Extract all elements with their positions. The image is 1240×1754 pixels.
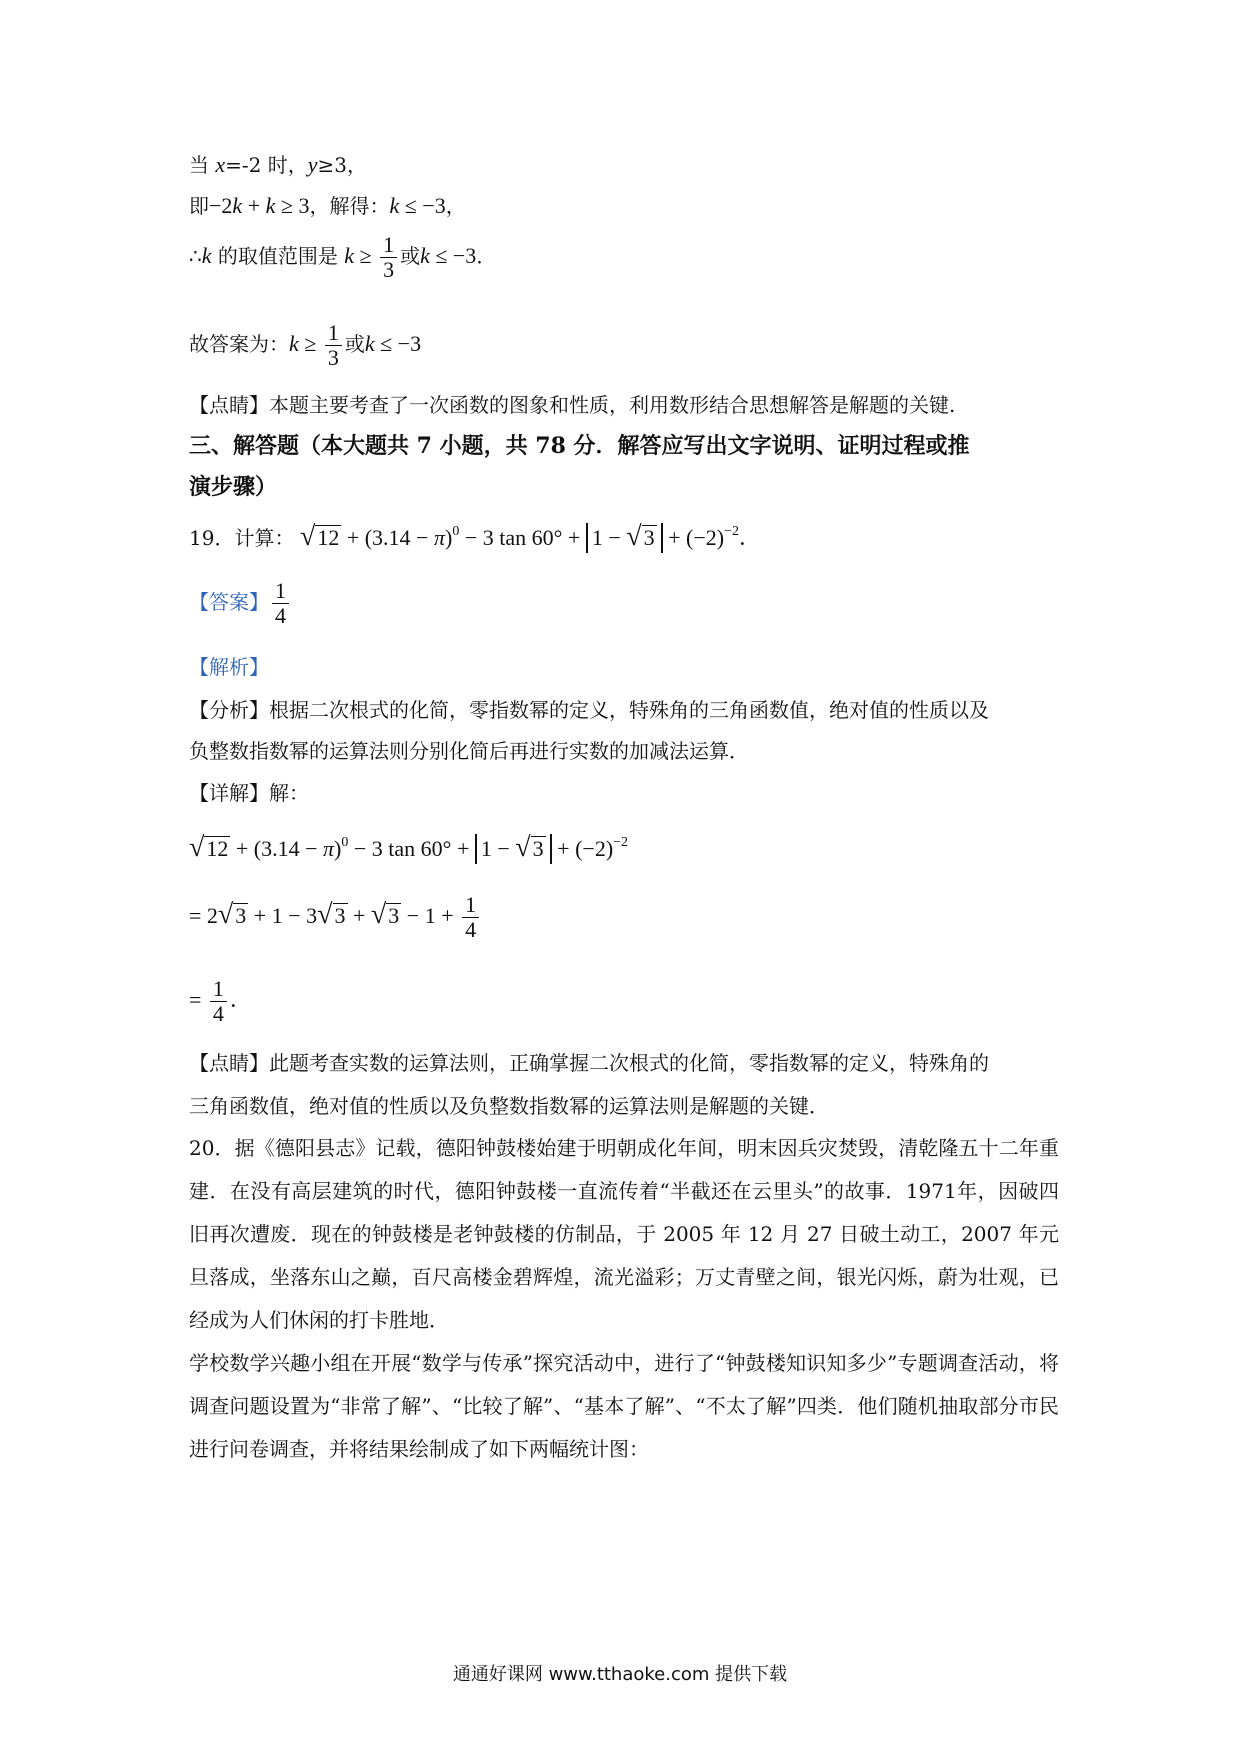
q20-paragraph-1: 20．据《德阳县志》记载，德阳钟鼓楼始建于明朝成化年间，明末因兵灾焚毁，清乾隆五十二年重建．在没有高层建筑的时代，德阳钟鼓楼一直流传着“半截还在云里头”的故事．1971年，因破四旧再次遭废．现在的钟鼓楼是老钟鼓楼的仿制品，于 2005 年 12 月 27 日破土动工，2007 年元旦落成，坐落东山之巅，百尺高楼金碧辉煌，流光溢彩；万丈青壁之间，银光闪烁，蔚为壮观，已经成为人们休闲的打卡胜地． [189,1136,1059,1332]
q19-fenxi-line-2: 负整数指数幂的运算法则分别化简后再进行实数的加减法运算． [189,739,749,763]
analysis-label: 【解析】 [189,655,269,679]
fraction-one-third: $\frac{1}{3}$ [380,233,397,282]
page-footer: 通通好课网 www.tthaoke.com 提供下载 [452,1664,788,1685]
q19-answer [189,578,292,628]
q19-statement: 19．计算： √ 12 + $(3.14 - \pi)^0 - 3$ tan 60° + 1 − √ 3 + $(-2)^{-2}$． [189,521,762,552]
q19-dianjing-line-2: 三角函数值，绝对值的性质以及负整数指数幂的运算法则是解题的关键． [189,1094,829,1118]
answer-fraction: $\frac{1}{4}$ [272,579,289,628]
q19-detail-label: 【详解】解： [189,781,309,805]
q20-paragraph-2: 学校数学兴趣小组在开展“数学与传承”探究活动中，进行了“钟鼓楼知识知多少”专题调查活动，将调查问题设置为“非常了解”、“比较了解”、“基本了解”、“不太了解”四类．他们随机抽取部分市民进行问卷调查，并将结果绘制成了如下两幅统计图： [189,1351,1059,1461]
q19-dianjing-line-1: 【点睛】此题考查实数的运算法则，正确掌握二次根式的化简，零指数幂的定义，特殊角的 [189,1051,989,1075]
q19-step-2: = 2 √ 3 + 1 − 3 √ 3 + √ 3 − 1 + $\frac{1}{4}$ [189,892,482,942]
fraction-one-third: $\frac{1}{3}$ [325,321,342,370]
q19-fenxi-line-1: 【分析】根据二次根式的化简，零指数幂的定义，特殊角的三角函数值，绝对值的性质以及 [189,698,989,722]
answer-label: 【答案】 [189,590,269,614]
solution-answer-line: 故答案为：k ≥ $\frac{1}{3}$ 或k ≤ −3 [189,320,422,370]
absolute-value: 1 − √ 3 [586,523,663,553]
sqrt: √ 12 [299,521,340,552]
solution-line-2: 即−2k + k ≥ 3，解得：k ≤ −3， [189,193,466,218]
q19-step-1: √ 12 + $(3.14 - \pi)^0 - 3$ tan 60° + 1 − √ 3 + $(-2)^{-2}$ [189,832,629,863]
q19-step-3: = $\frac{1}{4}$ ． [189,976,252,1027]
solution-line-1: 当 x=-2 时，y≥3， [189,152,367,177]
section-title-line-1: 三、解答题（本大题共 7 小题，共 78 分．解答应写出文字说明、证明过程或推 [189,433,970,459]
section-title-line-2: 演步骤） [189,474,278,500]
solution-line-3: ∴k 的取值范围是 k ≥ $\frac{1}{3}$ 或k ≤ −3． [189,232,497,282]
prev-dianjing: 【点睛】本题主要考查了一次函数的图象和性质，利用数形结合思想解答是解题的关键. [189,393,956,417]
